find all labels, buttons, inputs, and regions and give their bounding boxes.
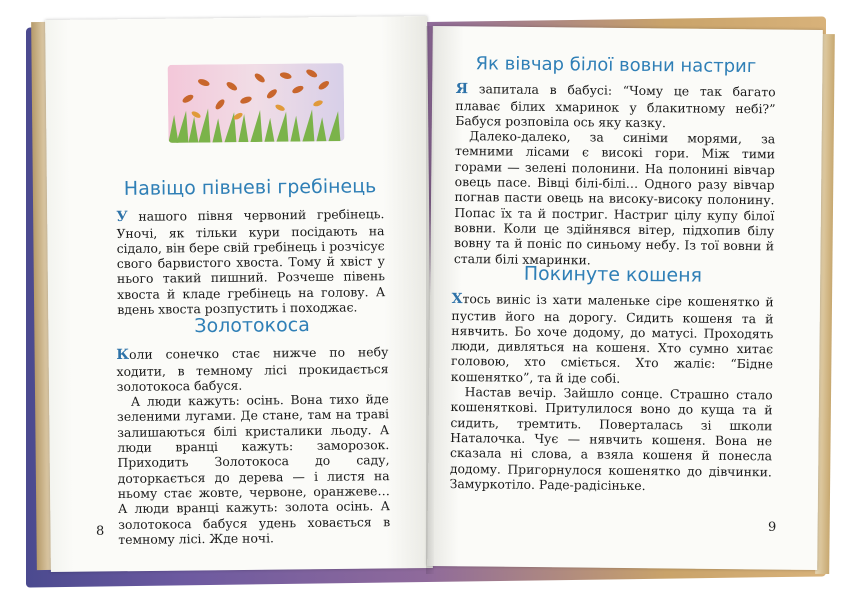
book-spine [426, 26, 434, 574]
paragraph-text: тось виніс із хати маленьке сіре кошенятко й пустив його на дорогу. Сидить кошеня та й нявчить. Бо хоче додому, до матусі. Проходять люди, дивляться на кошеня. Хто сумно хитає головою, хто сміється. Хто жаліє: “Бідне кошенятко”, та й іде собі. [450, 291, 774, 386]
paragraph-text: оли сонечко стає нижче по небу ходити, в темному лісі прокидається золотокоса бабуся. [116, 344, 389, 394]
drop-cap: Х [451, 291, 463, 308]
story-zolotokosa [116, 313, 391, 547]
story-vivchar [453, 53, 776, 269]
story-title: Навіщо півневі гребінець [123, 175, 377, 200]
drop-cap: У [116, 209, 128, 226]
paragraph [116, 206, 385, 317]
paragraph [116, 344, 388, 394]
story-koshenia [449, 262, 774, 495]
drop-cap: К [116, 347, 130, 364]
paragraph-text: запитала в бабусі: “Чому це так багато плаває білих хмаринок у блакитному небі?” Бабуся розповіла ось яку казку. [455, 81, 776, 131]
drop-cap: Я [455, 81, 469, 98]
page-number-left: 8 [96, 524, 105, 539]
paragraph [451, 291, 774, 387]
autumn-leaves-illustration [168, 63, 345, 143]
story-title: Як вівчар білої вовни настриг [475, 53, 757, 78]
paragraph [455, 81, 775, 131]
page-number-right: 9 [768, 520, 777, 535]
paragraph: Далеко-далеко, за синіми морями, за темними лісами є високі гори. Між тими горами — зелені полонини. На полонині вівчар овець пасе. Вівці білі-білі… Одного разу вівчар погнав пасти овець на високу-високу полонину. Попас їх та й постриг. Настриг цілу купу білої вовни. Коли це здійнявся вітер, підхопив білу вовну та й поніс по синьому небу. Із тої вовни й стали білі хмаринки. [453, 128, 776, 267]
story-title: Покинуте кошеня [523, 262, 703, 287]
paragraph: А люди кажуть: осінь. Вона тихо йде зеленими лугами. Де стане, там на траві залишаються білі кристалики льоду. А люди вранці кажуть: заморозок. Приходить Золотокоса до саду, доторкається до дерева — і листя на ньому стає жовте, червоне, оранжеве… А люди вранці кажуть: золота осінь. А золотокоса бабуся удень ховається в темному лісі. Жде ночі. [116, 391, 391, 547]
paragraph: Настав вечір. Зайшло сонце. Страшно стало кошеняткові. Притулилося воно до куща та й сидить, тремтить. Поверталась зі школи Наталочка. Чує — нявчить кошеня. Вона не сказала ні слова, а взяла кошеня й понесла додому. Пригорнулося кошенятко до дівчинки. Замуркотіло. Раде-радісіньке. [449, 384, 773, 493]
story-title: Золотокоса [194, 313, 310, 338]
story-pivnevi [116, 175, 386, 318]
paragraph-text: нашого півня червоний гребінець. Уночі, як тільки кури посідають на сідало, він бере свій гребінець і розчісує свого барвистого хвоста. Тому й хвіст у нього такий пишний. Розчеше півень хвоста й кладе гребінець на голову. А вдень хвоста розпустить і походжає. [116, 206, 386, 318]
